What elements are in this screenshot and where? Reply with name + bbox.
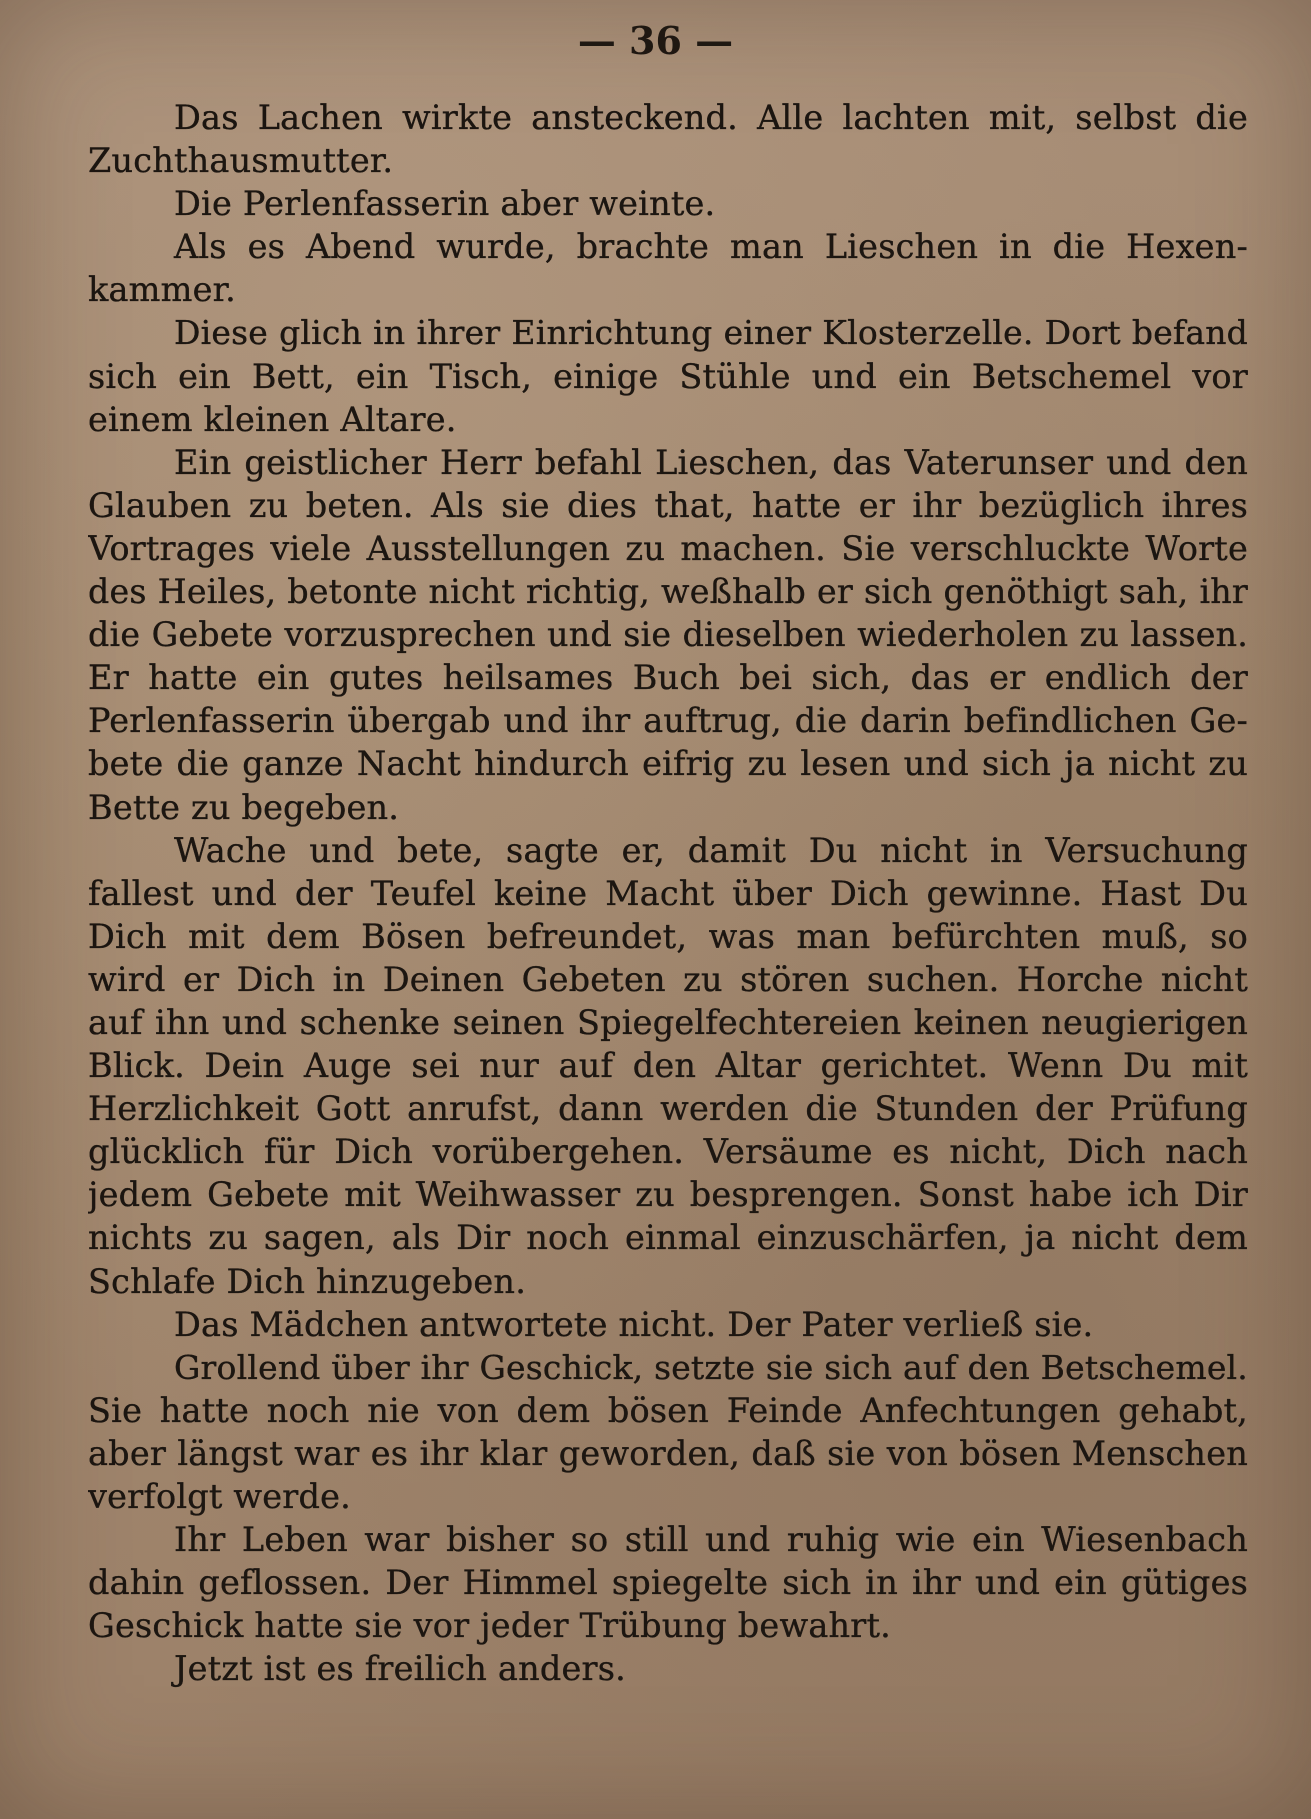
text-line: aber längst war es ihr klar geworden, daß sie von bösen Menschen bbox=[88, 1433, 1248, 1473]
text-line: Das Lachen wirkte ansteckend. Alle lachten mit, selbst die bbox=[174, 98, 1248, 137]
text-line: Als es Abend wurde, brachte man Lieschen in die Hexen- bbox=[174, 227, 1248, 267]
text-line: Ihr Leben war bisher so still und ruhig wie ein Wiesenbach bbox=[174, 1520, 1248, 1560]
text-line: Ein geistlicher Herr befahl Lieschen, das Vaterunser und den bbox=[174, 442, 1248, 482]
text-line: bete die ganze Nacht hindurch eifrig zu lesen und sich ja nicht zu bbox=[88, 744, 1248, 784]
text-line: jedem Gebete mit Weihwasser zu besprengen. Sonst habe ich Dir bbox=[88, 1175, 1248, 1215]
text-line: auf ihn und schenke seinen Spiegelfechtereien keinen neugierigen bbox=[88, 1002, 1248, 1042]
text-line: Geschick hatte sie vor jeder Trübung bewahrt. bbox=[88, 1606, 892, 1646]
text-line: die Gebete vorzusprechen und sie dieselben wiederholen zu lassen. bbox=[88, 615, 1248, 655]
text-line: Wache und bete, sagte er, damit Du nicht in Versuchung bbox=[174, 830, 1248, 870]
text-line: wird er Dich in Deinen Gebeten zu stören suchen. Horche nicht bbox=[88, 959, 1248, 999]
text-line: sich ein Bett, ein Tisch, einige Stühle und ein Betschemel vor bbox=[88, 356, 1248, 396]
text-line: Jetzt ist es freilich anders. bbox=[174, 1649, 626, 1689]
text-line: Vortrages viele Ausstellungen zu machen. Sie verschluckte Worte bbox=[88, 528, 1248, 568]
text-line: glücklich für Dich vorübergehen. Versäume es nicht, Dich nach bbox=[88, 1132, 1248, 1172]
text-line: Bette zu begeben. bbox=[88, 787, 400, 827]
text-line: Sie hatte noch nie von dem bösen Feinde Anfechtungen gehabt, bbox=[88, 1390, 1248, 1430]
text-line: Zuchthausmutter. bbox=[88, 141, 394, 181]
text-line: Perlenfasserin übergab und ihr auftrug, die darin befindlichen Ge- bbox=[88, 701, 1248, 741]
page-text bbox=[88, 96, 1248, 1690]
text-line: nichts zu sagen, als Dir noch einmal einzuschärfen, ja nicht dem bbox=[88, 1218, 1248, 1258]
text-line: Glauben zu beten. Als sie dies that, hatte er ihr bezüglich ihres bbox=[88, 485, 1248, 525]
text-line: dahin geflossen. Der Himmel spiegelte sich in ihr und ein gütiges bbox=[88, 1563, 1248, 1603]
text-line: Er hatte ein gutes heilsames Buch bei sich, das er endlich der bbox=[88, 658, 1248, 698]
text-line: Dich mit dem Bösen befreundet, was man befürchten muß, so bbox=[88, 916, 1248, 956]
text-line: Schlafe Dich hinzugeben. bbox=[88, 1261, 527, 1301]
text-line: Blick. Dein Auge sei nur auf den Altar gerichtet. Wenn Du mit bbox=[88, 1046, 1248, 1086]
page-number: — 36 — bbox=[577, 18, 734, 63]
text-line: einem kleinen Altare. bbox=[88, 399, 457, 439]
text-line: verfolgt werde. bbox=[88, 1477, 352, 1516]
text-line: kammer. bbox=[88, 270, 237, 310]
text-line: Grollend über ihr Geschick, setzte sie sich auf den Betschemel. bbox=[174, 1347, 1248, 1387]
text-line: Diese glich in ihrer Einrichtung einer Klosterzelle. Dort befand bbox=[174, 313, 1248, 353]
text-line: Das Mädchen antwortete nicht. Der Pater verließ sie. bbox=[174, 1304, 1094, 1344]
text-line: Herzlichkeit Gott anrufst, dann werden die Stunden der Prüfung bbox=[88, 1089, 1248, 1129]
text-line: Die Perlenfasserin aber weinte. bbox=[174, 184, 716, 224]
text-line: des Heiles, betonte nicht richtig, weßhalb er sich genöthigt sah, ihr bbox=[88, 572, 1248, 612]
text-line: fallest und der Teufel keine Macht über Dich gewinne. Hast Du bbox=[88, 873, 1248, 913]
